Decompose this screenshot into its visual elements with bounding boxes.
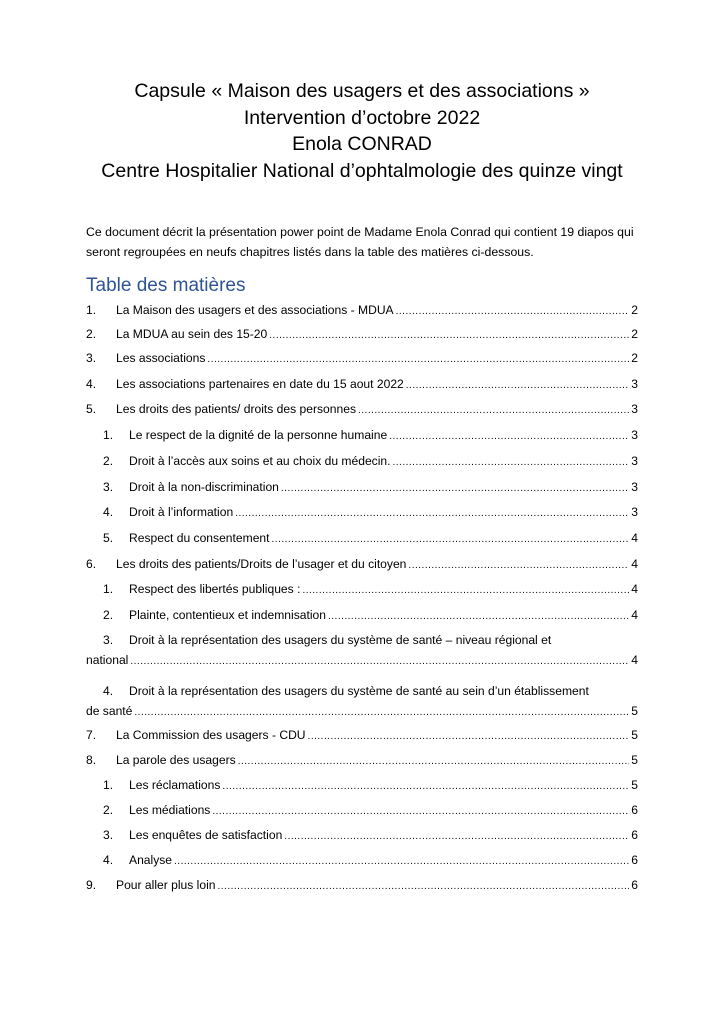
toc-subentry[interactable] <box>103 803 638 821</box>
toc-entry-title: Les associations <box>116 351 206 365</box>
header-subtitle: Intervention d’octobre 2022 <box>243 106 481 129</box>
toc-entry[interactable] <box>86 303 638 321</box>
toc-entry[interactable] <box>86 327 638 345</box>
header-organization: Centre Hospitalier National d’ophtalmologie des quinze vingt <box>101 159 623 182</box>
toc-entry-title-continuation: national <box>86 653 129 667</box>
toc-entry-page: 3 <box>631 480 638 494</box>
toc-subentry[interactable] <box>103 853 638 871</box>
header-title: Capsule « Maison des usagers et des associations » <box>134 80 590 102</box>
toc-entry-page: 3 <box>631 402 638 416</box>
toc-entry-number: 9. <box>86 878 97 892</box>
toc-entry-page: 4 <box>631 557 638 571</box>
toc-entry-title: Les enquêtes de satisfaction <box>129 828 283 842</box>
toc-subentry[interactable] <box>103 778 638 796</box>
toc-entry-title: Pour aller plus loin <box>116 878 216 892</box>
toc-entry-title: La Commission des usagers - CDU <box>116 728 306 742</box>
toc-dot-leader <box>328 611 629 622</box>
toc-entry-title: Les réclamations <box>129 778 221 792</box>
toc-dot-leader <box>284 831 629 842</box>
toc-entry-title: Respect du consentement <box>129 531 270 545</box>
toc-entry-number: 2. <box>103 803 114 817</box>
toc-entry-title-continuation: de santé <box>86 704 133 718</box>
toc-entry[interactable] <box>86 728 638 746</box>
toc-entry-number: 1. <box>86 303 97 317</box>
toc-entry-title: La parole des usagers <box>116 753 236 767</box>
toc-entry-title: Droit à la non-discrimination <box>129 480 279 494</box>
toc-dot-leader <box>212 806 629 817</box>
toc-entry[interactable] <box>86 878 638 896</box>
toc-entry-title: Analyse <box>129 853 173 867</box>
toc-entry-number: 2. <box>103 454 114 468</box>
toc-dot-leader <box>207 354 629 365</box>
toc-subentry[interactable] <box>103 684 638 702</box>
toc-entry-page: 6 <box>631 828 638 842</box>
toc-dot-leader <box>302 585 629 596</box>
toc-entry-title: Droit à l’accès aux soins et au choix du médecin. <box>129 454 391 468</box>
toc-dot-leader <box>218 881 630 892</box>
document-header <box>0 78 724 184</box>
toc-entry-page: 6 <box>631 853 638 867</box>
toc-dot-leader <box>130 656 629 667</box>
toc-entry-title: Droit à la représentation des usagers du système de santé au sein d’un établissement <box>129 684 589 698</box>
toc-entry-title: Les médiations <box>129 803 211 817</box>
toc-entry-title: Plainte, contentieux et indemnisation <box>129 608 326 622</box>
toc-subentry[interactable] <box>103 505 638 523</box>
toc-entry[interactable] <box>86 377 638 395</box>
toc-entry-page: 4 <box>631 653 638 667</box>
toc-subentry[interactable] <box>103 428 638 446</box>
toc-dot-leader <box>393 457 630 468</box>
toc-dot-leader <box>174 856 629 867</box>
toc-entry-number: 5. <box>86 402 97 416</box>
toc-entry-page: 3 <box>631 454 638 468</box>
toc-entry-number: 4. <box>103 505 114 519</box>
toc-entry-page: 6 <box>631 803 638 817</box>
toc-entry-title: Les droits des patients/ droits des personnes <box>116 402 356 416</box>
toc-subentry-continuation[interactable] <box>86 704 638 722</box>
toc-entry-page: 4 <box>631 531 638 545</box>
toc-entry-number: 2. <box>103 608 114 622</box>
toc-entry-number: 6. <box>86 557 97 571</box>
toc-entry-title: Droit à l’information <box>129 505 234 519</box>
toc-dot-leader <box>269 330 629 341</box>
toc-entry[interactable] <box>86 351 638 369</box>
toc-entry-title: La Maison des usagers et des associations - MDUA <box>116 303 394 317</box>
toc-entry-number: 3. <box>103 633 114 647</box>
toc-entry-page: 2 <box>631 303 638 317</box>
toc-entry-title: Les droits des patients/Droits de l’usager et du citoyen <box>116 557 407 571</box>
toc-subentry[interactable] <box>103 454 638 472</box>
toc-entry-page: 5 <box>631 778 638 792</box>
toc-entry-page: 4 <box>631 582 638 596</box>
toc-dot-leader <box>222 781 629 792</box>
toc-entry[interactable] <box>86 402 638 420</box>
toc-entry-page: 3 <box>631 428 638 442</box>
toc-heading: Table des matières <box>86 275 246 296</box>
toc-subentry[interactable] <box>103 531 638 549</box>
toc-entry-page: 4 <box>631 608 638 622</box>
toc-entry-number: 3. <box>86 351 97 365</box>
toc-entry-number: 1. <box>103 778 114 792</box>
toc-entry[interactable] <box>86 557 638 575</box>
toc-dot-leader <box>235 508 629 519</box>
toc-dot-leader <box>389 431 629 442</box>
toc-subentry[interactable] <box>103 633 638 651</box>
toc-dot-leader <box>408 560 629 571</box>
toc-dot-leader <box>272 534 630 545</box>
toc-dot-leader <box>358 405 629 416</box>
toc-dot-leader <box>238 756 630 767</box>
toc-entry-page: 3 <box>631 377 638 391</box>
toc-entry-page: 3 <box>631 505 638 519</box>
toc-entry-page: 5 <box>631 753 638 767</box>
toc-entry-title: Respect des libertés publiques : <box>129 582 301 596</box>
toc-entry-page: 6 <box>631 878 638 892</box>
toc-entry-page: 5 <box>631 704 638 718</box>
toc-dot-leader <box>308 731 630 742</box>
toc-entry-number: 4. <box>103 684 114 698</box>
toc-entry-page: 2 <box>631 327 638 341</box>
toc-subentry[interactable] <box>103 608 638 626</box>
toc-entry-page: 2 <box>631 351 638 365</box>
toc-entry-number: 2. <box>86 327 97 341</box>
toc-entry-number: 3. <box>103 828 114 842</box>
header-author: Enola CONRAD <box>292 133 432 155</box>
toc-entry-title: Le respect de la dignité de la personne humaine <box>129 428 388 442</box>
toc-subentry-continuation[interactable] <box>86 653 638 671</box>
toc-entry-title: Droit à la représentation des usagers du système de santé – niveau régional et <box>129 633 552 647</box>
toc-dot-leader <box>406 380 629 391</box>
toc-entry-title: Les associations partenaires en date du 15 aout 2022 <box>116 377 404 391</box>
toc-entry-number: 1. <box>103 582 114 596</box>
toc-entry-number: 4. <box>103 853 114 867</box>
toc-entry-number: 8. <box>86 753 97 767</box>
toc-subentry[interactable] <box>103 480 638 498</box>
toc-entry-page: 5 <box>631 728 638 742</box>
toc-entry-number: 1. <box>103 428 114 442</box>
toc-entry-number: 7. <box>86 728 97 742</box>
toc-entry-number: 4. <box>86 377 97 391</box>
toc-entry-number: 3. <box>103 480 114 494</box>
toc-subentry[interactable] <box>103 828 638 846</box>
toc-dot-leader <box>396 306 630 317</box>
toc-subentry[interactable] <box>103 582 638 600</box>
toc-entry[interactable] <box>86 753 638 771</box>
intro-paragraph: Ce document décrit la présentation power point de Madame Enola Conrad qui contient 19 diapos qui seront regroupées en neufs chapitres listés dans la table des matières ci-dessous. <box>86 225 634 259</box>
toc-dot-leader <box>281 483 629 494</box>
toc-entry-number: 5. <box>103 531 114 545</box>
toc-entry-title: La MDUA au sein des 15-20 <box>116 327 268 341</box>
toc-dot-leader <box>134 707 629 718</box>
